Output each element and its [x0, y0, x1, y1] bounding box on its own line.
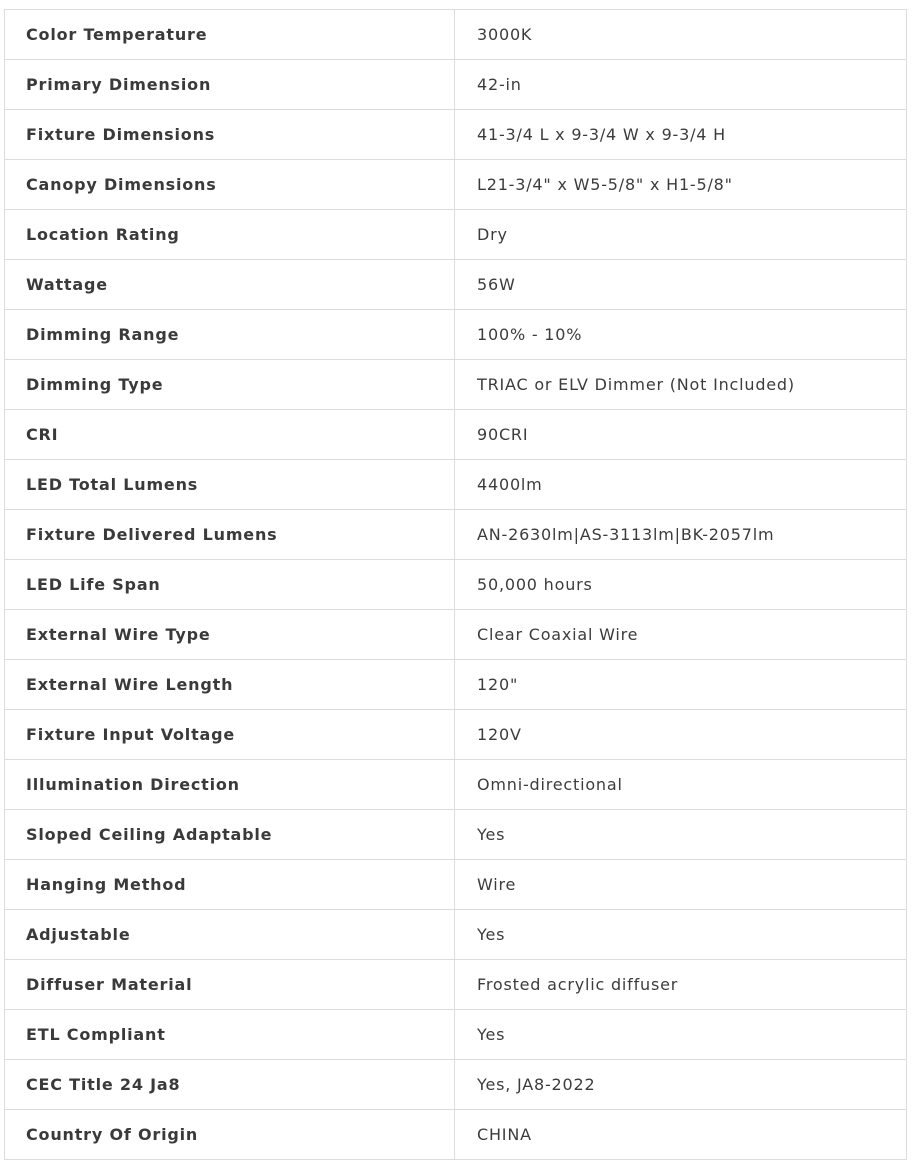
- spec-label: Country Of Origin: [5, 1110, 455, 1160]
- spec-value: L21-3/4" x W5-5/8" x H1-5/8": [455, 160, 907, 210]
- specifications-table-body: [5, 10, 907, 1160]
- table-row: [5, 1110, 907, 1160]
- spec-value: Yes: [455, 910, 907, 960]
- spec-label: Fixture Input Voltage: [5, 710, 455, 760]
- spec-value: 3000K: [455, 10, 907, 60]
- spec-label: LED Total Lumens: [5, 460, 455, 510]
- table-row: [5, 110, 907, 160]
- table-row: [5, 310, 907, 360]
- table-row: [5, 460, 907, 510]
- spec-label: Illumination Direction: [5, 760, 455, 810]
- spec-value: 41-3/4 L x 9-3/4 W x 9-3/4 H: [455, 110, 907, 160]
- table-row: [5, 810, 907, 860]
- spec-value: 90CRI: [455, 410, 907, 460]
- spec-label: Hanging Method: [5, 860, 455, 910]
- spec-value: Wire: [455, 860, 907, 910]
- spec-value: 50,000 hours: [455, 560, 907, 610]
- spec-label: Sloped Ceiling Adaptable: [5, 810, 455, 860]
- spec-label: CRI: [5, 410, 455, 460]
- spec-value: Frosted acrylic diffuser: [455, 960, 907, 1010]
- table-row: [5, 1060, 907, 1110]
- spec-label: CEC Title 24 Ja8: [5, 1060, 455, 1110]
- table-row: [5, 760, 907, 810]
- table-row: [5, 160, 907, 210]
- spec-value: Yes, JA8-2022: [455, 1060, 907, 1110]
- spec-value: 42-in: [455, 60, 907, 110]
- spec-value: 100% - 10%: [455, 310, 907, 360]
- spec-value: AN-2630lm|AS-3113lm|BK-2057lm: [455, 510, 907, 560]
- table-row: [5, 210, 907, 260]
- table-row: [5, 910, 907, 960]
- spec-value: Omni-directional: [455, 760, 907, 810]
- table-row: [5, 710, 907, 760]
- spec-value: 120": [455, 660, 907, 710]
- spec-label: External Wire Length: [5, 660, 455, 710]
- spec-label: ETL Compliant: [5, 1010, 455, 1060]
- table-row: [5, 510, 907, 560]
- spec-label: Color Temperature: [5, 10, 455, 60]
- spec-value: 56W: [455, 260, 907, 310]
- spec-label: Diffuser Material: [5, 960, 455, 1010]
- table-row: [5, 410, 907, 460]
- spec-label: Wattage: [5, 260, 455, 310]
- table-row: [5, 260, 907, 310]
- spec-label: Fixture Dimensions: [5, 110, 455, 160]
- spec-label: External Wire Type: [5, 610, 455, 660]
- spec-label: Dimming Range: [5, 310, 455, 360]
- spec-label: Canopy Dimensions: [5, 160, 455, 210]
- spec-value: 120V: [455, 710, 907, 760]
- spec-value: Dry: [455, 210, 907, 260]
- spec-label: Primary Dimension: [5, 60, 455, 110]
- table-row: [5, 860, 907, 910]
- spec-label: Fixture Delivered Lumens: [5, 510, 455, 560]
- specifications-table: [4, 9, 907, 1160]
- table-row: [5, 610, 907, 660]
- spec-value: Yes: [455, 810, 907, 860]
- table-row: [5, 1010, 907, 1060]
- spec-value: Clear Coaxial Wire: [455, 610, 907, 660]
- table-row: [5, 960, 907, 1010]
- spec-value: Yes: [455, 1010, 907, 1060]
- table-row: [5, 10, 907, 60]
- table-row: [5, 60, 907, 110]
- table-row: [5, 660, 907, 710]
- spec-label: Location Rating: [5, 210, 455, 260]
- spec-value: TRIAC or ELV Dimmer (Not Included): [455, 360, 907, 410]
- spec-label: Dimming Type: [5, 360, 455, 410]
- spec-value: 4400lm: [455, 460, 907, 510]
- table-row: [5, 360, 907, 410]
- table-row: [5, 560, 907, 610]
- spec-label: Adjustable: [5, 910, 455, 960]
- spec-label: LED Life Span: [5, 560, 455, 610]
- spec-value: CHINA: [455, 1110, 907, 1160]
